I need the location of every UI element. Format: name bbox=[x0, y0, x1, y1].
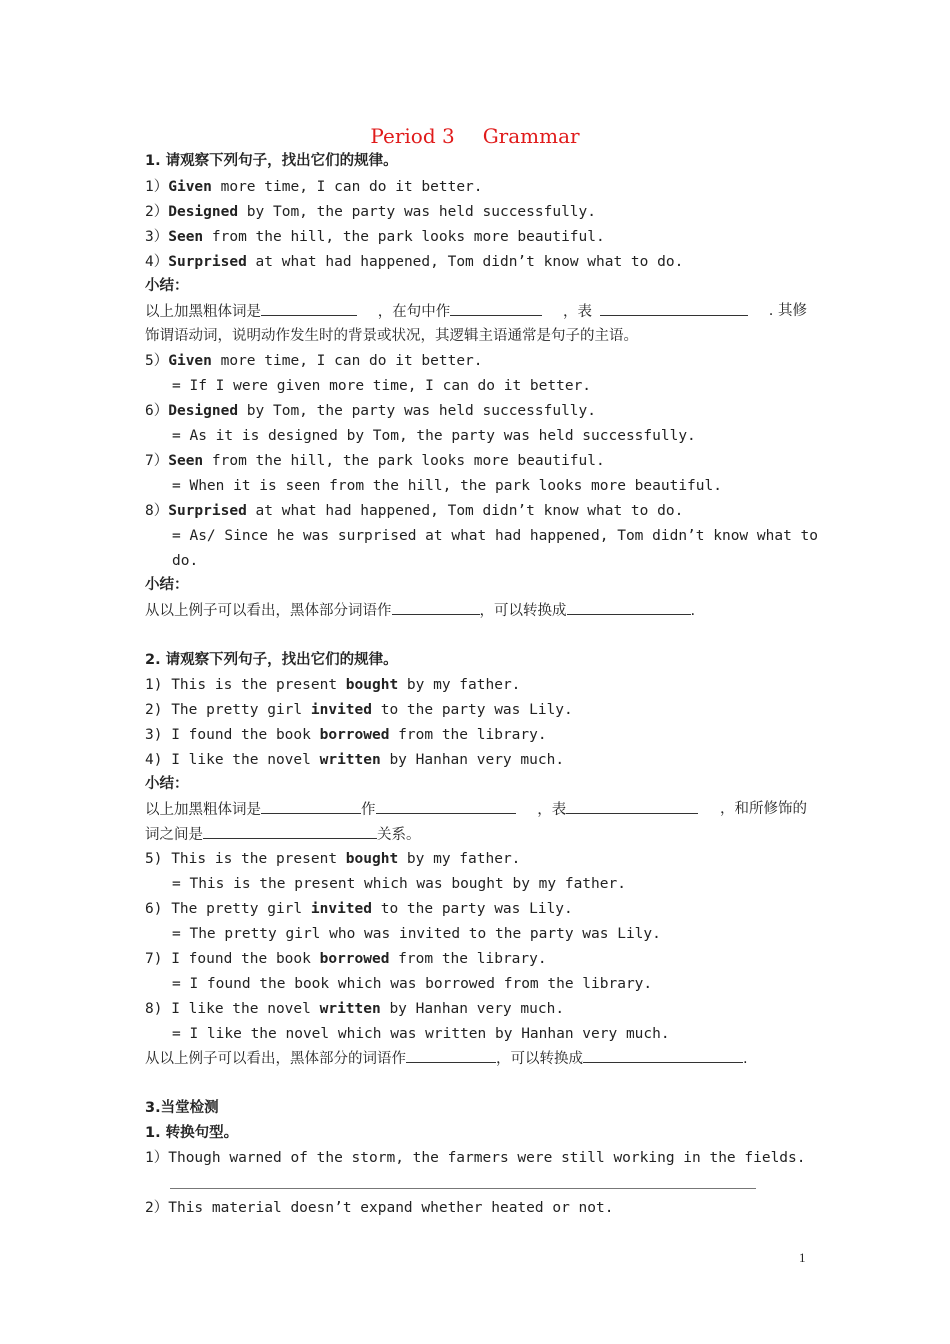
item-num: 3) bbox=[145, 727, 163, 743]
bold-word: Designed bbox=[168, 403, 239, 419]
fill-blank[interactable] bbox=[567, 600, 691, 615]
bold-word: bought bbox=[345, 851, 399, 867]
summary-1-line2: 饰谓语动词，说明动作发生时的背景或状况，其逻辑主语通常是句子的主语。 bbox=[145, 328, 638, 344]
fill-blank[interactable] bbox=[261, 799, 361, 814]
example-2 bbox=[145, 202, 596, 222]
item-text: I like the novel bbox=[162, 1001, 320, 1017]
fill-blank[interactable] bbox=[566, 799, 698, 814]
example-6 bbox=[145, 899, 573, 919]
item-num: 1) bbox=[145, 677, 163, 693]
item-text: more time, I can do it better. bbox=[211, 179, 483, 195]
item-num: 4) bbox=[145, 752, 163, 768]
example-1 bbox=[145, 177, 483, 197]
summary-text: ，和所修饰的 bbox=[720, 801, 807, 817]
item-text: to the party was Lily. bbox=[371, 901, 573, 917]
item-num: 6) bbox=[145, 901, 163, 917]
summary-1-line1 bbox=[145, 301, 807, 322]
item-num: 6） bbox=[145, 403, 169, 419]
item-num: 5) bbox=[145, 851, 163, 867]
example-7-rewrite: = I found the book which was borrowed from the library. bbox=[172, 976, 653, 992]
title-part2: Grammar bbox=[482, 124, 580, 148]
item-text: by Tom, the party was held successfully. bbox=[238, 403, 596, 419]
bold-word: Given bbox=[168, 179, 212, 195]
item-text: at what had happened, Tom didn’t know what to do. bbox=[246, 254, 684, 270]
page-title bbox=[0, 124, 950, 148]
example-7 bbox=[145, 451, 605, 471]
page-number: 1 bbox=[799, 1250, 806, 1265]
bold-word: Surprised bbox=[168, 254, 247, 270]
summary-text: ，可以转换成 bbox=[496, 1051, 583, 1067]
item-text: by my father. bbox=[398, 677, 521, 693]
example-3 bbox=[145, 227, 605, 247]
example-5 bbox=[145, 351, 483, 371]
bold-word: invited bbox=[310, 901, 372, 917]
summary-text: ，可以转换成 bbox=[479, 603, 567, 619]
summary-2 bbox=[145, 1048, 748, 1069]
summary-text: ，表 bbox=[537, 802, 567, 818]
summary-2 bbox=[145, 600, 695, 621]
item-num: 7） bbox=[145, 453, 169, 469]
section3-heading: 3.当堂检测 bbox=[145, 1100, 219, 1116]
bold-word: Designed bbox=[168, 204, 239, 220]
item-text: This is the present bbox=[162, 851, 346, 867]
example-7-rewrite: = When it is seen from the hill, the park looks more beautiful. bbox=[172, 478, 722, 494]
item-num: 2) bbox=[145, 702, 163, 718]
summary-text: ，在句中作 bbox=[377, 304, 451, 320]
example-1 bbox=[145, 675, 520, 695]
bold-word: Seen bbox=[168, 229, 204, 245]
item-text: from the hill, the park looks more beautiful. bbox=[203, 229, 605, 245]
item-num: 8） bbox=[145, 503, 169, 519]
item-text: The pretty girl bbox=[162, 702, 311, 718]
section1-heading: 1. 请观察下列句子，找出它们的规律。 bbox=[145, 153, 398, 169]
summary-label: 小结： bbox=[145, 577, 189, 593]
example-4 bbox=[145, 252, 683, 272]
summary-label: 小结： bbox=[145, 278, 189, 294]
example-8-rewrite: = I like the novel which was written by Hanhan very much. bbox=[172, 1026, 670, 1042]
bold-word: Given bbox=[168, 353, 212, 369]
question-2: 2）This material doesn’t expand whether heated or not. bbox=[145, 1200, 614, 1216]
item-num: 8) bbox=[145, 1001, 163, 1017]
example-8 bbox=[145, 999, 564, 1019]
fill-blank[interactable] bbox=[600, 301, 748, 316]
item-text: This is the present bbox=[162, 677, 346, 693]
item-num: 7) bbox=[145, 951, 163, 967]
item-text: from the hill, the park looks more beautiful. bbox=[203, 453, 605, 469]
summary-text: ，表 bbox=[563, 304, 592, 320]
fill-blank[interactable] bbox=[376, 799, 516, 814]
item-text: The pretty girl bbox=[162, 901, 311, 917]
example-6-rewrite: = The pretty girl who was invited to the party was Lily. bbox=[172, 926, 661, 942]
bold-word: written bbox=[319, 752, 381, 768]
section3-subheading: 1. 转换句型。 bbox=[145, 1125, 239, 1141]
example-6 bbox=[145, 401, 596, 421]
summary-text: 从以上例子可以看出，黑体部分词语作 bbox=[145, 603, 392, 619]
bold-word: invited bbox=[310, 702, 372, 718]
item-num: 3） bbox=[145, 229, 169, 245]
item-text: from the library. bbox=[389, 727, 547, 743]
example-2 bbox=[145, 700, 573, 720]
fill-blank[interactable] bbox=[583, 1048, 743, 1063]
summary-text: 以上加黑粗体词是 bbox=[145, 304, 261, 320]
summary-label: 小结： bbox=[145, 776, 189, 792]
item-text: I found the book bbox=[162, 727, 320, 743]
item-text: I found the book bbox=[162, 951, 320, 967]
fill-blank[interactable] bbox=[203, 824, 377, 839]
example-3 bbox=[145, 725, 547, 745]
example-5-rewrite: = If I were given more time, I can do it better. bbox=[172, 378, 592, 394]
summary-text: 词之间是 bbox=[145, 827, 203, 843]
bold-word: borrowed bbox=[319, 951, 390, 967]
question-1: 1）Though warned of the storm, the farmers were still working in the fields. bbox=[145, 1150, 806, 1166]
summary-text: . bbox=[743, 1051, 748, 1067]
example-4 bbox=[145, 750, 564, 770]
item-num: 1） bbox=[145, 179, 169, 195]
example-6-rewrite: = As it is designed by Tom, the party was held successfully. bbox=[172, 428, 696, 444]
example-5 bbox=[145, 849, 520, 869]
fill-blank[interactable] bbox=[261, 301, 357, 316]
item-text: by Tom, the party was held successfully. bbox=[238, 204, 596, 220]
example-7 bbox=[145, 949, 547, 969]
fill-blank[interactable] bbox=[406, 1048, 496, 1063]
answer-line[interactable] bbox=[170, 1188, 756, 1189]
item-num: 5） bbox=[145, 353, 169, 369]
title-part1: Period 3 bbox=[370, 124, 455, 148]
example-8-rewrite-cont: do. bbox=[172, 553, 199, 569]
item-text: by my father. bbox=[398, 851, 521, 867]
section2-heading: 2. 请观察下列句子，找出它们的规律。 bbox=[145, 652, 398, 668]
bold-word: Surprised bbox=[168, 503, 247, 519]
item-text: by Hanhan very much. bbox=[380, 1001, 565, 1017]
example-8 bbox=[145, 501, 683, 521]
item-text: to the party was Lily. bbox=[371, 702, 573, 718]
bold-word: written bbox=[319, 1001, 381, 1017]
fill-blank[interactable] bbox=[450, 301, 542, 316]
bold-word: Seen bbox=[168, 453, 204, 469]
item-num: 2） bbox=[145, 204, 169, 220]
fill-blank[interactable] bbox=[392, 600, 480, 615]
item-text: at what had happened, Tom didn’t know what to do. bbox=[246, 503, 684, 519]
item-text: from the library. bbox=[389, 951, 547, 967]
summary-1-line1 bbox=[145, 799, 807, 820]
bold-word: borrowed bbox=[319, 727, 390, 743]
summary-text: 以上加黑粗体词是 bbox=[145, 802, 261, 818]
item-num: 4） bbox=[145, 254, 169, 270]
summary-text: 关系。 bbox=[377, 827, 421, 843]
example-5-rewrite: = This is the present which was bought by my father. bbox=[172, 876, 626, 892]
summary-1-line2 bbox=[145, 824, 421, 845]
summary-text: 作 bbox=[361, 802, 376, 818]
item-text: more time, I can do it better. bbox=[211, 353, 483, 369]
summary-text: . bbox=[690, 603, 696, 619]
summary-text: 从以上例子可以看出，黑体部分的词语作 bbox=[145, 1051, 406, 1067]
item-text: I like the novel bbox=[162, 752, 320, 768]
bold-word: bought bbox=[345, 677, 399, 693]
summary-text: . 其修 bbox=[768, 303, 807, 319]
example-8-rewrite: = As/ Since he was surprised at what had happened, Tom didn’t know what to bbox=[172, 528, 819, 544]
item-text: by Hanhan very much. bbox=[380, 752, 565, 768]
